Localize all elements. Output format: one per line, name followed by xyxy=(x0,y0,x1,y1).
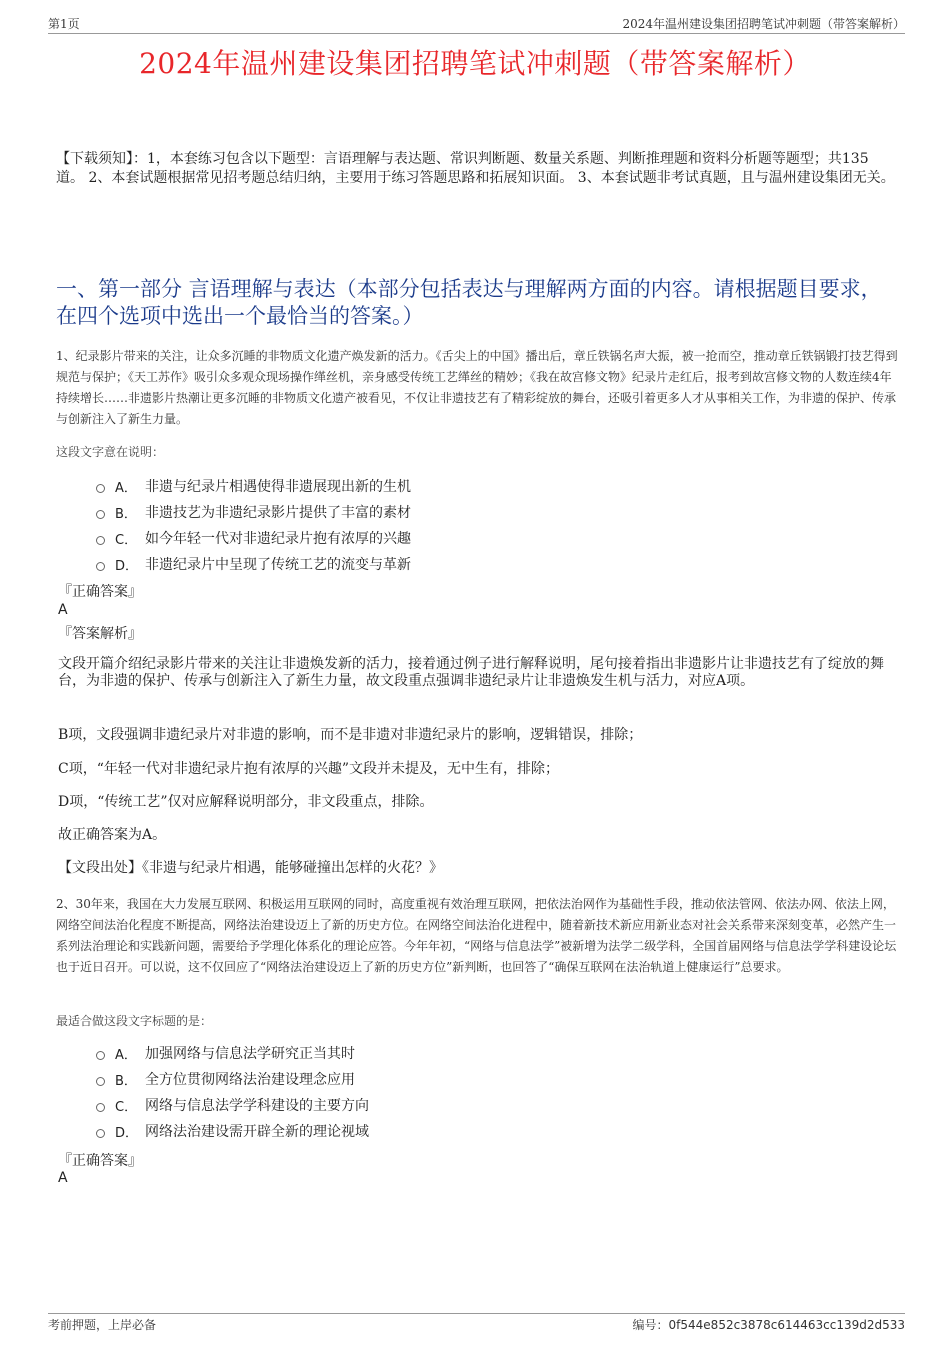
option-d[interactable]: D． 非遗纪录片中呈现了传统工艺的流变与革新 xyxy=(96,551,411,577)
document-code: 编号：0f544e852c3878c614463cc139d2d533 xyxy=(632,1318,905,1332)
page-footer xyxy=(48,1313,905,1334)
option-a[interactable]: A． 非遗与纪录片相遇使得非遗展现出新的生机 xyxy=(96,473,411,499)
answer-value: A xyxy=(58,602,68,618)
analysis-paragraph: B项，文段强调非遗纪录片对非遗的影响，而不是非遗对非遗纪录片的影响，逻辑错误，排除； xyxy=(58,727,643,743)
radio-icon[interactable] xyxy=(96,510,105,519)
option-b[interactable]: B． 全方位贯彻网络法治建设理念应用 xyxy=(96,1066,369,1092)
footer-slogan: 考前押题，上岸必备 xyxy=(48,1318,157,1332)
answer-value: A xyxy=(58,1170,68,1186)
question-2-prompt: 最适合做这段文字标题的是： xyxy=(56,1014,213,1028)
radio-icon[interactable] xyxy=(96,562,105,571)
option-c[interactable]: C． 网络与信息法学学科建设的主要方向 xyxy=(96,1092,369,1118)
option-a[interactable]: A． 加强网络与信息法学研究正当其时 xyxy=(96,1040,369,1066)
section-title: 一、第一部分 言语理解与表达（本部分包括表达与理解两方面的内容。请根据题目要求，在四个选项中选出一个最恰当的答案。） xyxy=(56,277,882,328)
page-header xyxy=(48,13,905,34)
question-1-options xyxy=(96,473,411,577)
answer-label: 『正确答案』 xyxy=(58,584,142,600)
question-2-options xyxy=(96,1040,369,1144)
analysis-label: 『答案解析』 xyxy=(58,626,142,642)
question-2-text: 2、30年来，我国在大力发展互联网、积极运用互联网的同时，高度重视有效治理互联网，把依法治网作为基础性手段，推动依法管网、依法办网、依法上网，网络空间法治化程度不断提高，网络法治建设迈上了新的历史方位。在网络空间法治化进程中，随着新技术新应用新业态对社会关系带来深刻变革，必然产生一系列法治理论和实践新问题，需要给予学理化体系化的理论应答。今年年初，“网络与信息法学”被新增为法学二级学科，全国首届网络与信息法学学科建设论坛也于近日召开。可以说，这不仅回应了“网络法治建设迈上了新的历史方位”新判断，也回答了“确保互联网在法治轨道上健康运行”总要求。 xyxy=(56,897,897,974)
question-1-prompt: 这段文字意在说明： xyxy=(56,445,165,459)
source-citation: 【文段出处】《非遗与纪录片相遇，能够碰撞出怎样的火花？》 xyxy=(58,860,443,876)
analysis-paragraph: D项，“传统工艺”仅对应解释说明部分，非文段重点，排除。 xyxy=(58,794,434,810)
analysis-paragraph: 文段开篇介绍纪录影片带来的关注让非遗焕发新的活力，接着通过例子进行解释说明，尾句接着指出非遗影片让非遗技艺有了绽放的舞台，为非遗的保护、传承与创新注入了新生力量，故文段重点强调非遗纪录片让非遗焕发生机与活力，对应A项。 xyxy=(58,656,884,689)
radio-icon[interactable] xyxy=(96,1051,105,1060)
radio-icon[interactable] xyxy=(96,484,105,493)
answer-label: 『正确答案』 xyxy=(58,1153,142,1169)
radio-icon[interactable] xyxy=(96,536,105,545)
option-b[interactable]: B． 非遗技艺为非遗纪录影片提供了丰富的素材 xyxy=(96,499,411,525)
option-c[interactable]: C． 如今年轻一代对非遗纪录片抱有浓厚的兴趣 xyxy=(96,525,411,551)
header-doc-title: 2024年温州建设集团招聘笔试冲刺题（带答案解析） xyxy=(622,17,905,31)
analysis-paragraph: C项，“年轻一代对非遗纪录片抱有浓厚的兴趣”文段并未提及，无中生有，排除； xyxy=(58,761,560,777)
analysis-paragraph: 故正确答案为A。 xyxy=(58,827,167,843)
download-notice: 【下载须知】：1，本套练习包含以下题型：言语理解与表达题、常识判断题、数量关系题、判断推理题和资料分析题等题型；共135道。 2、本套试题根据常见招考题总结归纳，主要用于练习答题思路和拓展知识面。 3、本套试题非考试真题，且与温州建设集团无关。 xyxy=(56,151,895,186)
document-title: 2024年温州建设集团招聘笔试冲刺题（带答案解析） xyxy=(139,47,811,80)
radio-icon[interactable] xyxy=(96,1077,105,1086)
option-d[interactable]: D． 网络法治建设需开辟全新的理论视域 xyxy=(96,1118,369,1144)
radio-icon[interactable] xyxy=(96,1103,105,1112)
page-number: 第1页 xyxy=(48,17,80,31)
question-1-text: 1、纪录影片带来的关注，让众多沉睡的非物质文化遗产焕发新的活力。《舌尖上的中国》播出后，章丘铁锅名声大振，被一抢而空，推动章丘铁锅锻打技艺得到规范与保护；《天工苏作》吸引众多观众现场操作缂丝机，亲身感受传统工艺缂丝的精妙；《我在故宫修文物》纪录片走红后，报考到故宫修文物的人数连续4年持续增长……非遗影片热潮让更多沉睡的非物质文化遗产被看见，不仅让非遗技艺有了精彩绽放的舞台，还吸引着更多人才从事相关工作，为非遗的保护、传承与创新注入了新生力量。 xyxy=(56,349,898,426)
radio-icon[interactable] xyxy=(96,1129,105,1138)
